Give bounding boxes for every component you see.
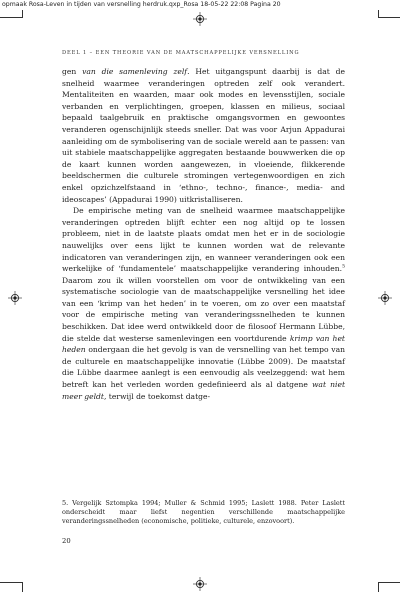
running-head: DEEL 1 – EEN THEORIE VAN DE MAATSCHAPPELIJKE VERSNELLING	[62, 50, 300, 56]
footnote-reference: 5	[342, 264, 345, 270]
italic-text: krimp van het heden	[62, 333, 345, 355]
italic-text: wat niet meer geldt	[62, 380, 345, 401]
text-run: gen	[62, 67, 83, 76]
crop-mark-bottom-right-h	[378, 582, 400, 583]
italic-text: van die samenleving zelf	[82, 67, 188, 76]
crop-mark-bottom-left-h	[0, 582, 22, 583]
crop-mark-top-right-v	[378, 10, 379, 18]
crop-mark-bottom-left-v	[22, 582, 23, 592]
crop-mark-top-left-h	[0, 17, 22, 18]
crop-mark-top-left-v	[22, 10, 23, 18]
registration-mark-top-icon	[193, 12, 207, 26]
crop-mark-top-right-h	[378, 17, 400, 18]
paragraph-2	[62, 205, 345, 402]
paragraph-1	[62, 66, 345, 205]
body-text	[62, 66, 345, 402]
text-run: De empirische meting van de snelheid waarmee maatschappelijke veranderingen optreden blijft echter een nog altijd op te lossen probleem, niet in de laatste plaats omdat men het er in de sociologie nauwelijks over eens lijkt te kunnen worden wat de relevante indicatoren van veranderingen zijn, en wanneer veranderingen ook een werkelijke of ‘fundamentele’ maatschappelijke verandering inhouden.	[62, 206, 345, 274]
text-run: Daarom zou ik willen voorstellen om voor de ontwikkeling van een systematische sociologie van de maatschappelijke versnelling het idee van een ‘krimp van het heden’ in te voeren, om zo over een maatstaf voor de empirische meting van veranderingssnelheden te kunnen beschikken. Dat idee werd ontwikkeld door de filosoof Hermann Lübbe, die stelde dat westerse samenlevingen een voortdurende	[62, 275, 345, 343]
registration-mark-right-icon	[378, 291, 392, 305]
footnote: 5. Vergelijk Sztompka 1994; Muller & Schmid 1995; Laslett 1988. Peter Laslett onderscheidt maar liefst negentien verschillende maatschappelijke veranderingssnelheden (economische, politieke, culturele, enzovoort).	[62, 499, 345, 526]
text-run: . Het uitgangspunt daarbij is dat de snelheid waarmee veranderingen optreden zelf ook verandert. Mentaliteiten en waarden, maar ook modes en levensstijlen, sociale verbanden en verplichtingen, groepen, klassen en milieus, sociaal bepaald taalgebruik en praktische omgangsvormen en gewoontes veranderen ogenschijnlijk steeds sneller. Dat was voor Arjun Appadurai aanleiding om de symbolisering van de sociale wereld aan te passen: van uit stabiele maatschappelijke aggregaten bestaande bouwwerken die op de kaart kunnen worden aangewezen, in vloeiende, flikkerende beeldschermen die culturele stromingen vertegenwoordigen en zich enkel opzichzelfstaand in ‘ethno-, techno-, finance-, media- and ideoscapes’ (Appadurai 1990) uitkristalliseren.	[62, 67, 345, 204]
crop-mark-bottom-right-v	[378, 582, 379, 592]
text-run: ondergaan die het gevolg is van de versnelling van het tempo van de culturele en maatschappelijke innovatie (Lübbe 2009). De maatstaf die Lübbe daarmee aanlegt is een eenvoudig als veelzeggend: wat hem betreft kan het verleden worden gedefinieerd als al datgene	[62, 345, 345, 390]
registration-mark-left-icon	[8, 291, 22, 305]
text-run: , terwijl de toekomst datge-	[103, 391, 211, 401]
registration-mark-bottom-icon	[193, 577, 207, 591]
print-slug: opmaak Rosa-Leven in tijden van versnelling herdruk.qxp_Rosa 18-05-22 22:08 Pagina 20	[2, 1, 281, 8]
page-number: 20	[62, 537, 71, 545]
